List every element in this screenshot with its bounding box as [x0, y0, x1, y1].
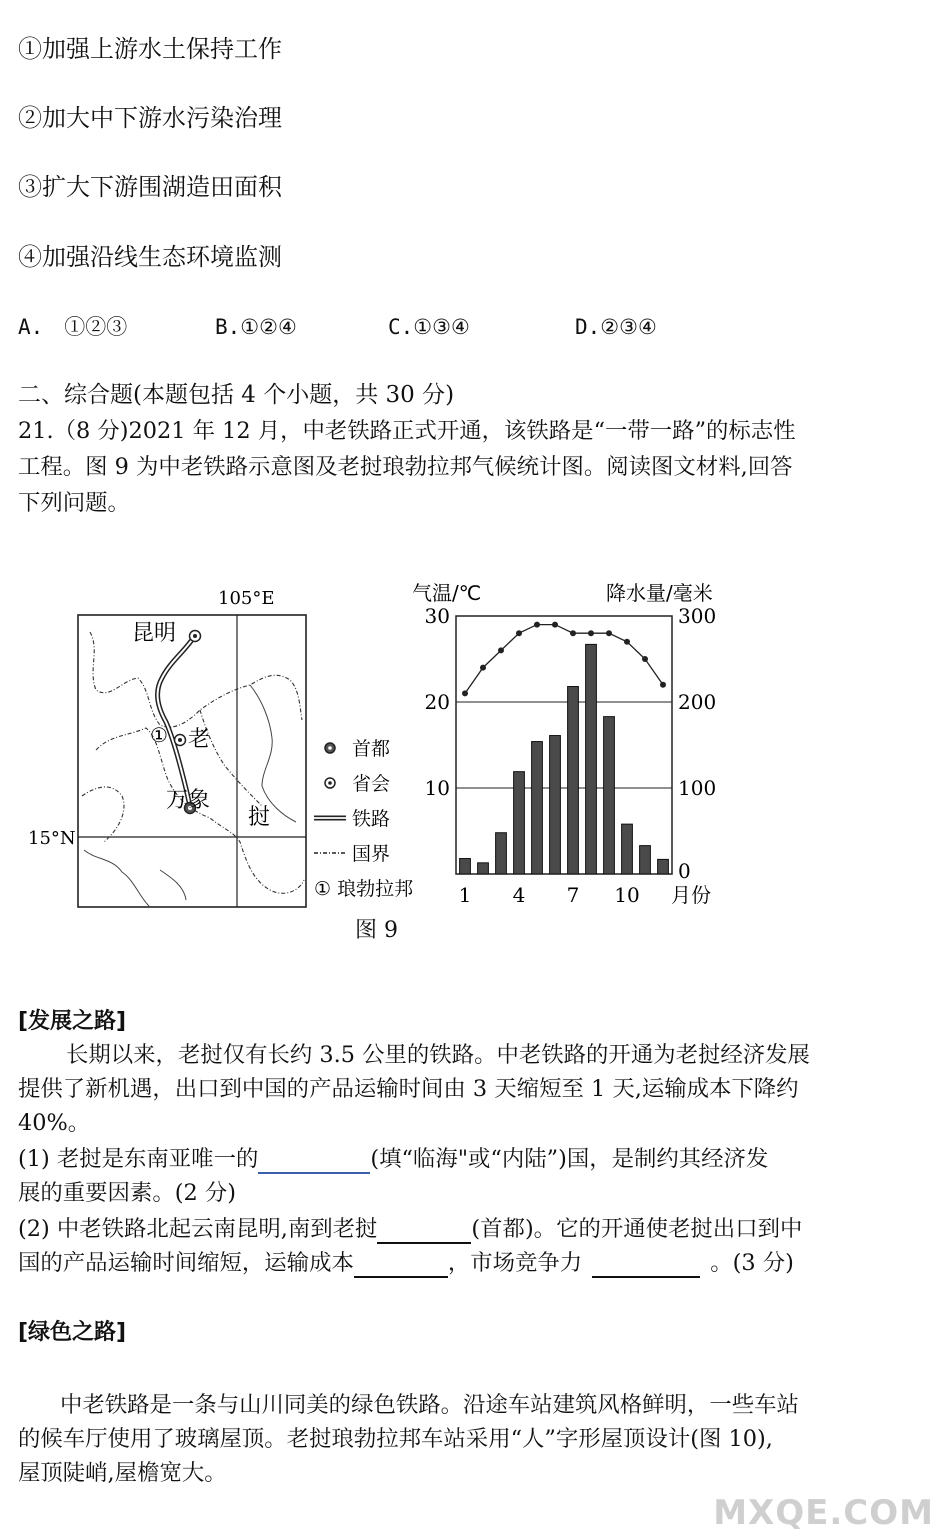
legend-luangprabang: ① 琅勃拉邦: [314, 878, 414, 900]
option-2: ②加大中下游水污染治理: [18, 104, 282, 132]
x-tick: 1: [458, 883, 472, 907]
precip-bar-month-3: [496, 833, 507, 874]
option-1: ①加强上游水土保持工作: [18, 35, 282, 63]
legend-railway: 铁路: [352, 808, 391, 830]
q2-blank-capital[interactable]: [377, 1216, 471, 1244]
temperature-point-month-3: [498, 647, 504, 653]
dev-heading: [发展之路]: [18, 1009, 127, 1034]
x-tick: 10: [614, 883, 640, 907]
temperature-point-month-11: [642, 656, 648, 662]
section-title: 二、综合题(本题包括 4 个小题，共 30 分): [18, 382, 455, 408]
q2-text-a: (2) 中老铁路北起云南昆明,南到老挝: [18, 1216, 378, 1242]
choice-c: C.①③④: [388, 315, 470, 339]
precip-tick: 300: [678, 604, 717, 628]
lat-label: 15°N: [28, 828, 76, 849]
option-4: ④加强沿线生态环境监测: [18, 243, 282, 271]
temperature-point-month-6: [552, 622, 558, 628]
map-legend: [314, 738, 413, 900]
right-axis-label: 降水量/毫米: [606, 581, 713, 605]
temperature-point-month-12: [660, 682, 666, 688]
precip-tick: 100: [678, 776, 717, 800]
temperature-point-month-2: [480, 665, 486, 671]
temp-tick: 30: [424, 604, 450, 628]
q1-text-a: (1) 老挝是东南亚唯一的: [18, 1146, 259, 1172]
precip-bar-month-4: [514, 772, 525, 874]
precip-bar-month-6: [550, 736, 561, 874]
green-p2: 的候车厅使用了玻璃屋顶。老挝琅勃拉邦车站采用“人”字形屋顶设计(图 10),: [18, 1426, 773, 1452]
precip-bar-month-1: [460, 859, 471, 874]
q1-blank[interactable]: [258, 1146, 370, 1174]
q21-line3: 下列问题。: [18, 490, 130, 516]
kunming-label: 昆明: [132, 621, 177, 646]
figure-caption: 图 9: [355, 918, 398, 943]
legend-capital: 首都: [352, 738, 391, 760]
q2-blank-cost[interactable]: [354, 1250, 448, 1278]
choice-d: D.②③④: [575, 315, 657, 339]
temperature-point-month-4: [516, 630, 522, 636]
green-heading: [绿色之路]: [18, 1320, 127, 1345]
q2-blank-competitiveness[interactable]: [592, 1250, 700, 1278]
q2-line1: [18, 1214, 802, 1244]
q1-line2: 展的重要因素。(2 分): [18, 1180, 236, 1206]
x-tick: 7: [566, 883, 580, 907]
temperature-point-month-8: [588, 630, 594, 636]
precip-bar-month-2: [478, 863, 489, 874]
railway-map: [0, 560, 440, 920]
legend-border: 国界: [352, 843, 391, 865]
precip-tick: 200: [678, 690, 717, 714]
temperature-point-month-5: [534, 622, 540, 628]
green-p3: 屋顶陡峭,屋檐宽大。: [18, 1460, 227, 1486]
green-p1: 中老铁路是一条与山川同美的绿色铁路。沿途车站建筑风格鲜明，一些车站: [60, 1392, 799, 1418]
left-axis-label: 气温/℃: [412, 581, 482, 605]
x-tick: 4: [512, 883, 526, 907]
precip-bar-month-5: [532, 742, 543, 874]
choice-a: A. ①②③: [18, 315, 128, 339]
lao-label: 老: [188, 727, 211, 752]
temperature-point-month-9: [606, 630, 612, 636]
wo-label: 挝: [248, 805, 271, 830]
q2-text-c: 国的产品运输时间缩短，运输成本: [18, 1250, 354, 1276]
watermark: MXQE.COM: [713, 1493, 934, 1533]
precip-bar-month-12: [658, 859, 669, 874]
q2-text-b: (首都)。它的开通使老挝出口到中: [471, 1216, 803, 1242]
marker-1-label: ①: [150, 723, 168, 747]
temperature-point-month-7: [570, 630, 576, 636]
temp-tick: 20: [424, 690, 450, 714]
choice-b: B.①②④: [215, 315, 297, 339]
x-unit-label: 月份: [671, 883, 711, 907]
precip-bar-month-10: [622, 824, 633, 874]
q2-text-d: ，市场竞争力: [447, 1250, 583, 1276]
q21-line1: 21.（8 分)2021 年 12 月，中老铁路正式开通，该铁路是“一带一路”的标志性: [18, 418, 796, 444]
precip-bar-month-8: [586, 644, 597, 874]
temperature-line: [465, 625, 663, 694]
q2-line2: [18, 1248, 794, 1278]
climate-chart: [400, 570, 740, 910]
legend-provincial: 省会: [352, 773, 391, 795]
dev-p2: 提供了新机遇，出口到中国的产品运输时间由 3 天缩短至 1 天,运输成本下降约: [18, 1076, 799, 1102]
q1-line1: [18, 1144, 768, 1174]
dev-p3: 40%。: [18, 1110, 91, 1136]
temp-tick: 10: [424, 776, 450, 800]
q2-text-e: 。(3 分): [710, 1250, 794, 1276]
option-3: ③扩大下游围湖造田面积: [18, 173, 282, 201]
q21-line2: 工程。图 9 为中老铁路示意图及老挝琅勃拉邦气候统计图。阅读图文材料,回答: [18, 454, 793, 480]
q1-text-b: (填“临海"或“内陆”)国，是制约其经济发: [370, 1146, 769, 1172]
precip-bar-month-9: [604, 717, 615, 874]
dev-p1: 长期以来，老挝仅有长约 3.5 公里的铁路。中老铁路的开通为老挝经济发展: [66, 1042, 810, 1068]
precip-bar-month-11: [640, 846, 651, 874]
temperature-point-month-1: [462, 690, 468, 696]
temperature-point-month-10: [624, 639, 630, 645]
lon-label: 105°E: [218, 588, 275, 609]
precip-bar-month-7: [568, 687, 579, 874]
vientiane-label: 万象: [166, 788, 211, 813]
precip-tick: 0: [678, 859, 691, 883]
